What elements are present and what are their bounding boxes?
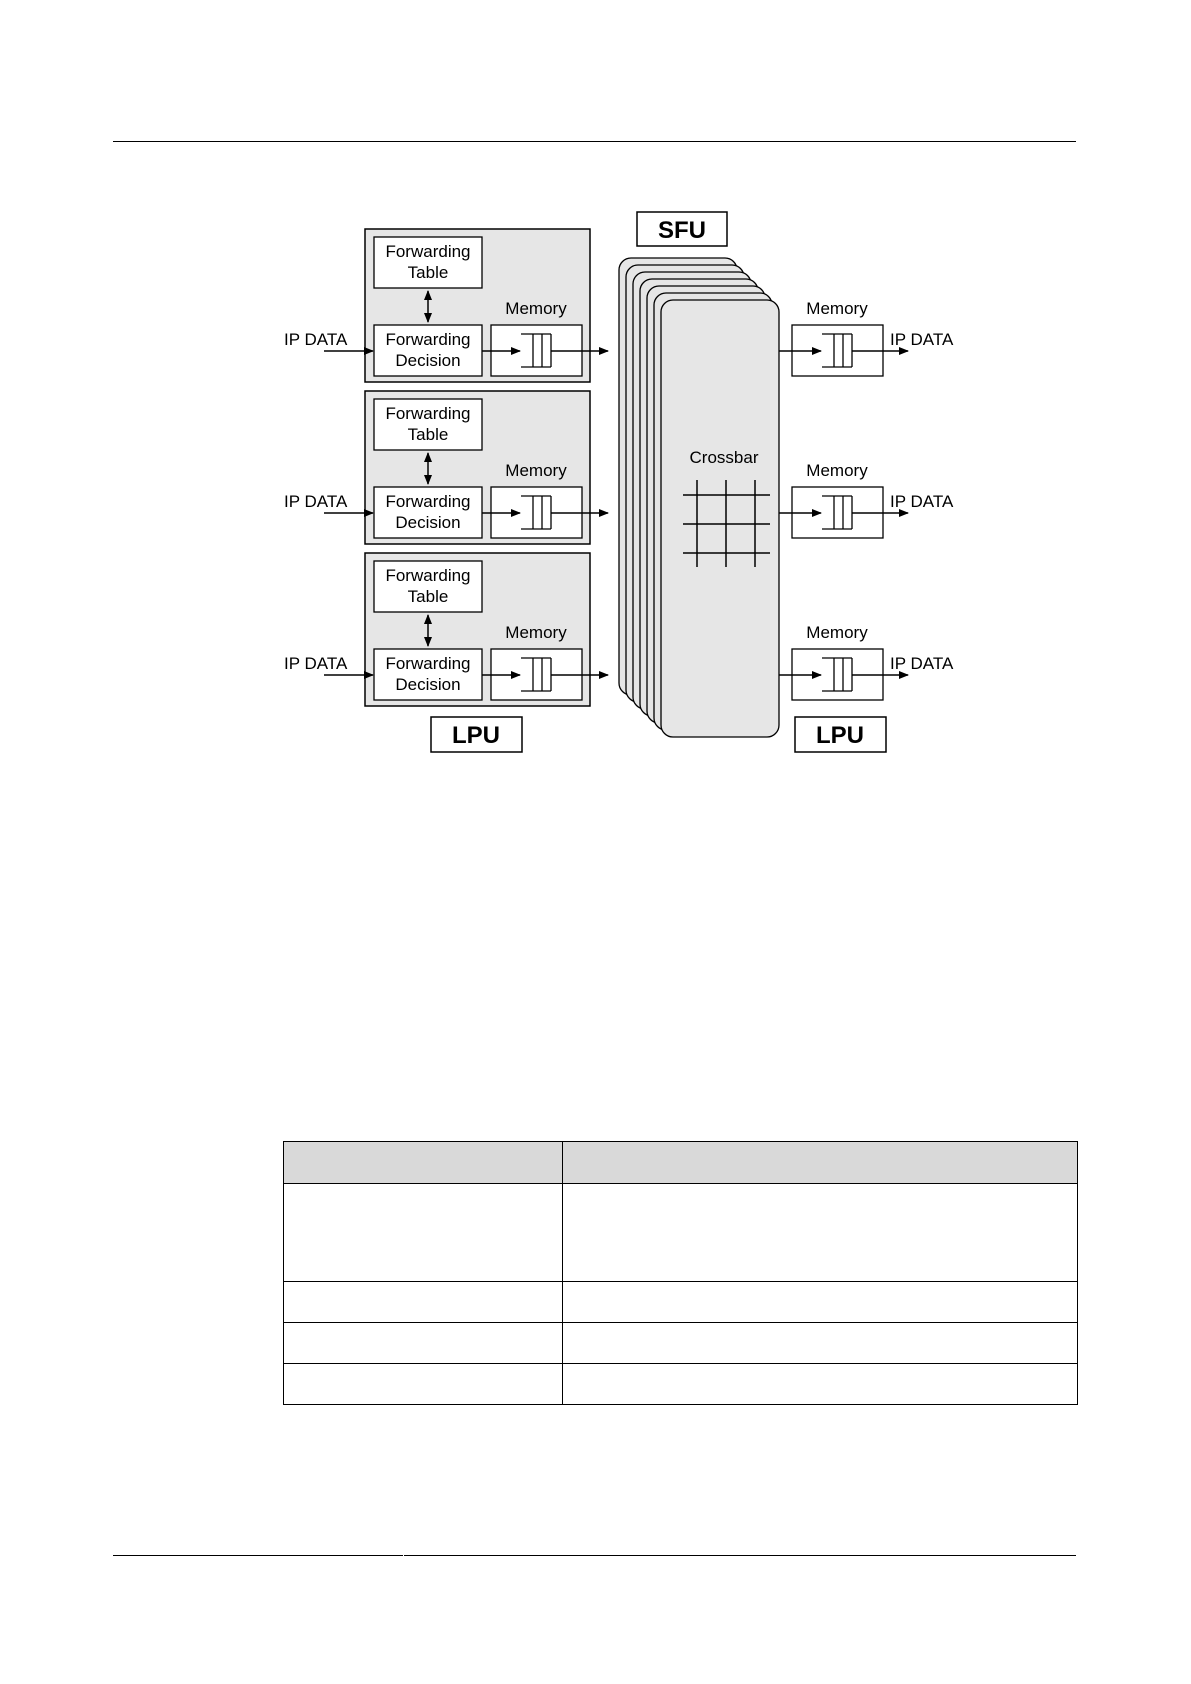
forwarding-table-label: Forwarding Table: [385, 404, 471, 444]
egress-memory: [779, 299, 954, 376]
lpu-label-right: LPU: [816, 722, 864, 749]
sfu-label-box: [637, 212, 727, 246]
table-row: [284, 1364, 1078, 1405]
memory-label: Memory: [505, 623, 567, 642]
memory-label: Memory: [806, 461, 868, 480]
ip-data-in-label: IP DATA: [284, 654, 348, 673]
table-header-row: [284, 1142, 1078, 1184]
table-row: [284, 1184, 1078, 1282]
table-cell: [563, 1323, 1078, 1364]
sfu-label: SFU: [658, 217, 706, 244]
egress-memory: [779, 623, 954, 700]
table-cell: [563, 1364, 1078, 1405]
memory-label: Memory: [505, 461, 567, 480]
table-row: [284, 1323, 1078, 1364]
lpu-label-box-left: [431, 717, 522, 752]
ingress-lpu-group: [284, 229, 608, 706]
table-cell: [563, 1184, 1078, 1282]
egress-memory: [779, 461, 954, 538]
table-cell: [284, 1364, 563, 1405]
ingress-lpu: [284, 229, 608, 382]
forwarding-decision-label: Forwarding Decision: [385, 330, 471, 370]
ingress-lpu: [284, 391, 608, 544]
forwarding-decision-label: Forwarding Decision: [385, 492, 471, 532]
forwarding-table-label: Forwarding Table: [385, 242, 471, 282]
table-cell: [284, 1323, 563, 1364]
table-header-cell: [563, 1142, 1078, 1184]
architecture-diagram: [0, 0, 1191, 760]
memory-label: Memory: [505, 299, 567, 318]
forwarding-table-label: Forwarding Table: [385, 566, 471, 606]
footer-rule-left: [113, 1555, 403, 1556]
memory-label: Memory: [806, 623, 868, 642]
lpu-label-box-right: [795, 717, 886, 752]
sfu-board: [661, 300, 779, 737]
table-row: [284, 1282, 1078, 1323]
ip-data-in-label: IP DATA: [284, 330, 348, 349]
footer-rule-right: [404, 1555, 1076, 1556]
table-header-cell: [284, 1142, 563, 1184]
memory-label: Memory: [806, 299, 868, 318]
lpu-label-left: LPU: [452, 722, 500, 749]
spec-table: [283, 1141, 1078, 1405]
table-cell: [284, 1184, 563, 1282]
ip-data-out-label: IP DATA: [890, 654, 954, 673]
egress-lpu-group: [779, 299, 954, 700]
ip-data-out-label: IP DATA: [890, 492, 954, 511]
table-cell: [563, 1282, 1078, 1323]
forwarding-decision-label: Forwarding Decision: [385, 654, 471, 694]
table-cell: [284, 1282, 563, 1323]
ip-data-out-label: IP DATA: [890, 330, 954, 349]
ingress-lpu: [284, 553, 608, 706]
ip-data-in-label: IP DATA: [284, 492, 348, 511]
crossbar-label: Crossbar: [689, 448, 759, 467]
